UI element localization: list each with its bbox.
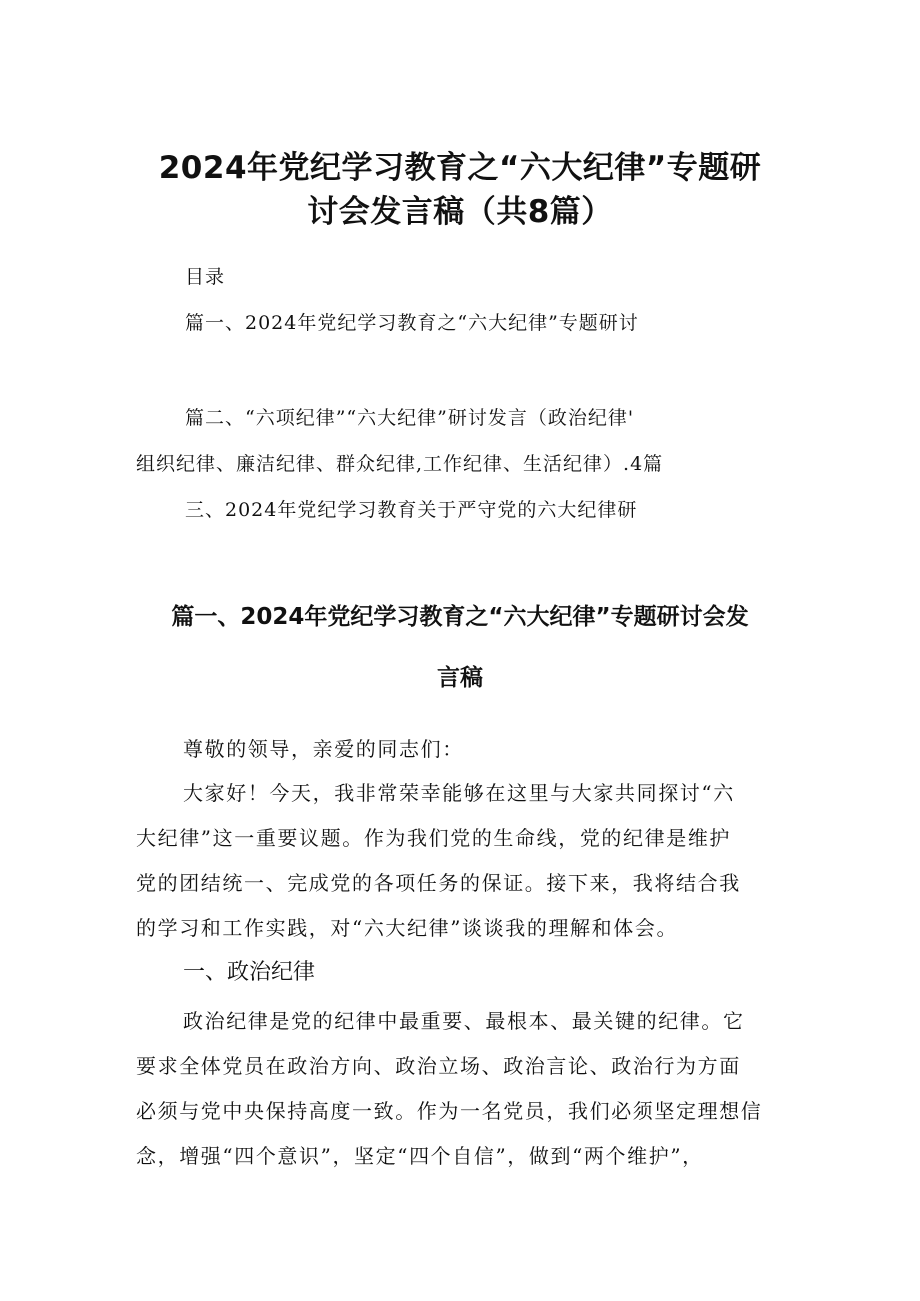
toc-item-1[interactable]: 篇一、2024年党纪学习教育之“六大纪律”专题研讨: [185, 312, 639, 334]
document-title-line-2: 讨会发言稿（共8篇）: [307, 194, 613, 230]
section-title-line-1: 篇一、2024年党纪学习教育之“六大纪律”专题研讨会发: [171, 604, 749, 630]
paragraph-1-line-2: 大纪律”这一重要议题。作为我们党的生命线，党的纪律是维护: [136, 826, 732, 850]
paragraph-1-line-1: 大家好！今天，我非常荣幸能够在这里与大家共同探讨“六: [183, 781, 735, 805]
paragraph-2-line-1: 政治纪律是党的纪律中最重要、最根本、最关键的纪律。它: [183, 1009, 745, 1033]
toc-item-2-line-1[interactable]: 篇二、“六项纪律”“六大纪律”研讨发言（政治纪律': [185, 407, 635, 429]
toc-item-3[interactable]: 三、2024年党纪学习教育关于严守党的六大纪律研: [185, 499, 638, 521]
document-title-line-1: 2024年党纪学习教育之“六大纪律”专题研: [158, 150, 762, 186]
paragraph-2-line-4: 念，增强“四个意识”，坚定“四个自信”，做到“两个维护”，: [136, 1144, 704, 1168]
paragraph-2-line-3: 必须与党中央保持高度一致。作为一名党员，我们必须坚定理想信: [136, 1099, 763, 1123]
heading-political-discipline: 一、政治纪律: [183, 960, 316, 985]
paragraph-2-line-2: 要求全体党员在政治方向、政治立场、政治言论、政治行为方面: [136, 1054, 741, 1078]
toc-heading: 目录: [185, 266, 226, 288]
section-title-line-2: 言稿: [437, 665, 483, 691]
greeting: 尊敬的领导，亲爱的同志们：: [183, 737, 464, 761]
paragraph-1-line-3: 党的团结统一、完成党的各项任务的保证。接下来，我将结合我: [136, 871, 741, 895]
paragraph-1-line-4: 的学习和工作实践，对“六大纪律”谈谈我的理解和体会。: [136, 916, 679, 940]
toc-item-2-line-2[interactable]: 组织纪律、廉洁纪律、群众纪律,工作纪律、生活纪律）.4篇: [136, 453, 664, 475]
